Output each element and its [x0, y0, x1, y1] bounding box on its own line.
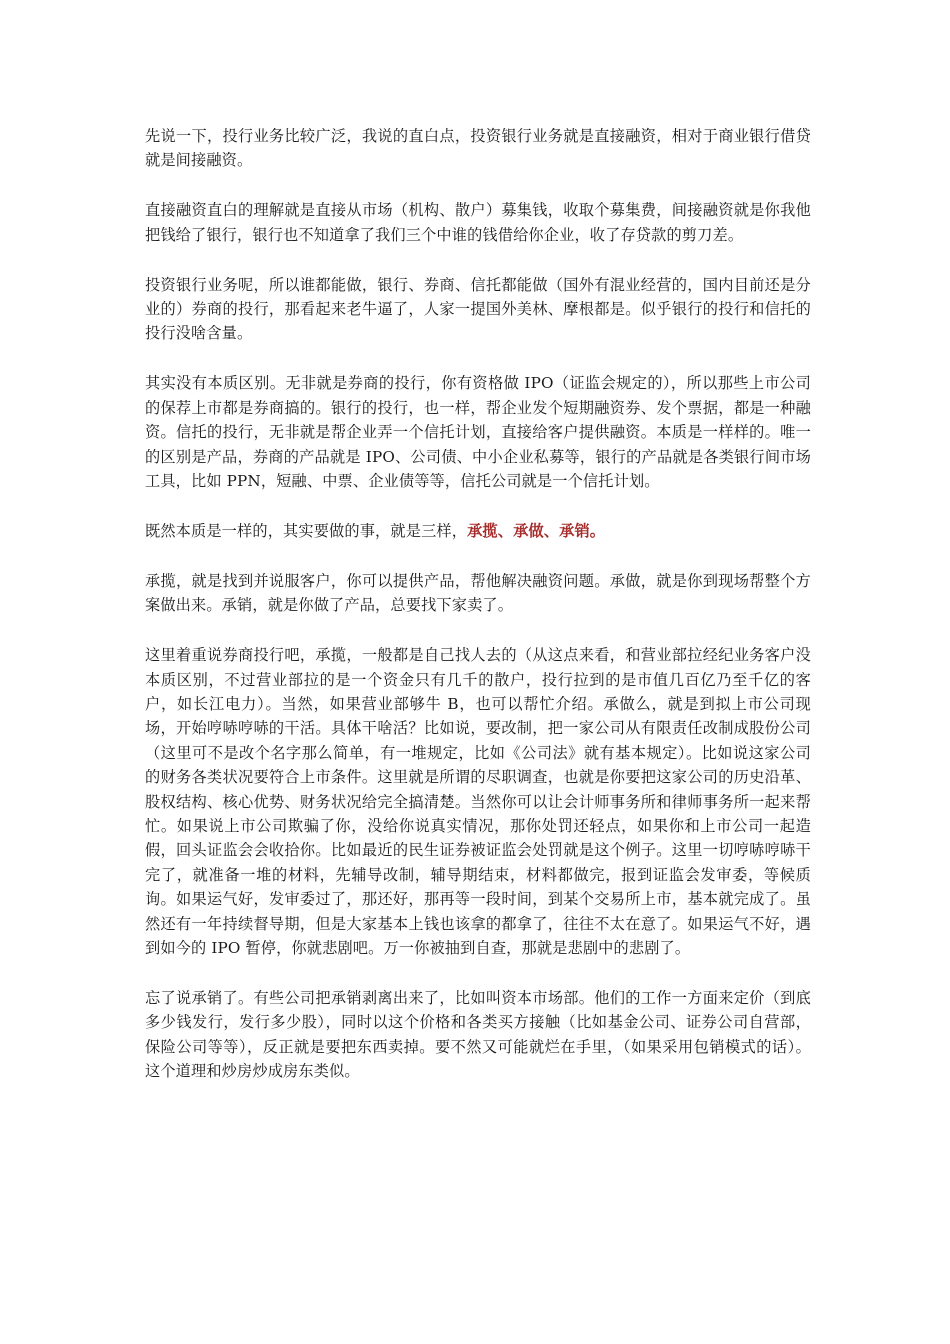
paragraph-1: 先说一下，投行业务比较广泛，我说的直白点，投资银行业务就是直接融资，相对于商业银行借贷就是间接融资。: [145, 127, 811, 170]
paragraph-7: 这里着重说券商投行吧，承揽，一般都是自己找人去的（从这点来看，和营业部拉经纪业务客户没本质区别，不过营业部拉的是一个资金只有几千的散户，投行拉到的是市值几百亿乃至千亿的客户，如长江电力）。当然，如果营业部够牛 B，也可以帮忙介绍。承做么，就是到拟上市公司现场，开始哼哧哼哧的干活。具体干啥活？比如说，要改制，把一家公司从有限责任改制成股份公司（这里可不是改个名字那么简单，有一堆规定，比如《公司法》就有基本规定）。比如说这家公司的财务各类状况要符合上市条件。这里就是所谓的尽职调查，也就是你要把这家公司的历史沿革、股权结构、核心优势、财务状况给完全搞清楚。当然你可以让会计师事务所和律师事务所一起来帮忙。如果说上市公司欺骗了你，没给你说真实情况，那你处罚还轻点，如果你和上市公司一起造假，回头证监会会收拾你。比如最近的民生证券被证监会处罚就是这个例子。这里一切哼哧哼哧干完了，就准备一堆的材料，先辅导改制，辅导期结束，材料都做完，报到证监会发审委，等候质询。如果运气好，发审委过了，那还好，那再等一段时间，到某个交易所上市，基本就完成了。虽然还有一年持续督导期，但是大家基本上钱也该拿的都拿了，往往不太在意了。如果运气不好，遇到如今的 IPO 暂停，你就悲剧吧。万一你被抽到自查，那就是悲剧中的悲剧了。: [145, 646, 811, 957]
paragraph-5-text: 既然本质是一样的，其实要做的事，就是三样，: [145, 521, 468, 540]
paragraph-3: 投资银行业务呢，所以谁都能做，银行、券商、信托都能做（国外有混业经营的，国内目前还是分业的）券商的投行，那看起来老牛逼了，人家一提国外美林、摩根都是。似乎银行的投行和信托的投行没啥含量。: [145, 275, 811, 343]
article-body: [145, 124, 811, 1109]
paragraph-8: 忘了说承销了。有些公司把承销剥离出来了，比如叫资本市场部。他们的工作一方面来定价（到底多少钱发行，发行多少股），同时以这个价格和各类买方接触（比如基金公司、证券公司自营部，保险公司等等），反正就是要把东西卖掉。要不然又可能就烂在手里，（如果采用包销模式的话）。这个道理和炒房炒成房东类似。: [145, 988, 811, 1081]
paragraph-4: 其实没有本质区别。无非就是券商的投行，你有资格做 IPO（证监会规定的），所以那些上市公司的保荐上市都是券商搞的。银行的投行，也一样，帮企业发个短期融资券、发个票据，都是一种融资。信托的投行，无非就是帮企业弄一个信托计划，直接给客户提供融资。本质是一样样的。唯一的区别是产品，券商的产品就是 IPO、公司债、中小企业私募等，银行的产品就是各类银行间市场工具，比如 PPN，短融、中票、企业债等等，信托公司就是一个信托计划。: [145, 374, 811, 490]
paragraph-2: 直接融资直白的理解就是直接从市场（机构、散户）募集钱，收取个募集费，间接融资就是你我他把钱给了银行，银行也不知道拿了我们三个中谁的钱借给你企业，收了存贷款的剪刀差。: [145, 201, 811, 244]
paragraph-5: [145, 519, 811, 543]
paragraph-6: 承揽，就是找到并说服客户，你可以提供产品，帮他解决融资问题。承做，就是你到现场帮整个方案做出来。承销，就是你做了产品，总要找下家卖了。: [145, 571, 811, 615]
highlighted-keywords: 承揽、承做、承销。: [467, 521, 606, 540]
